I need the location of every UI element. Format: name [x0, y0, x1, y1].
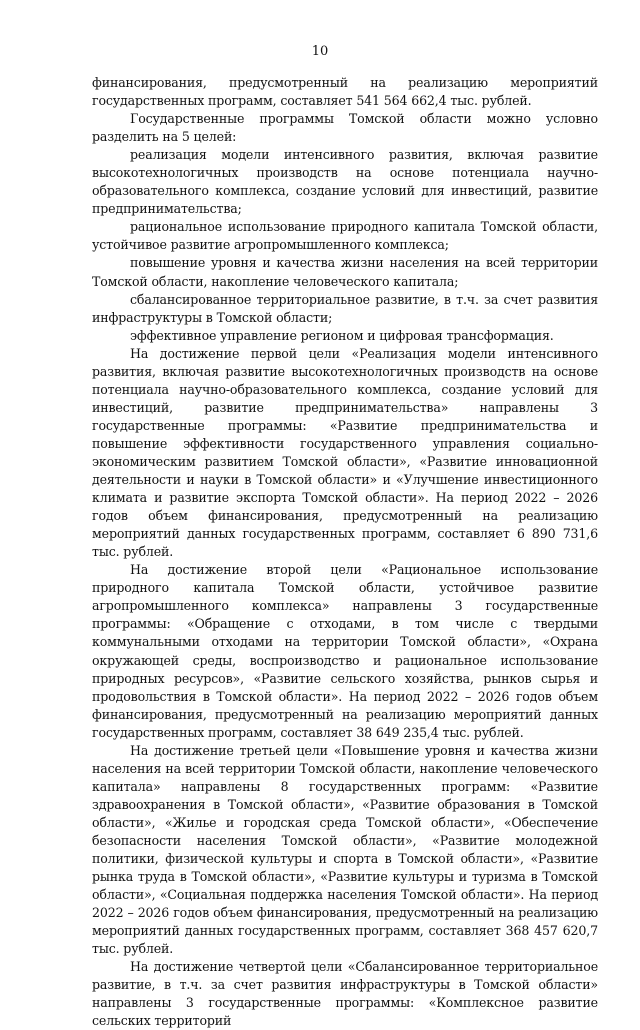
document-body	[92, 74, 598, 1030]
paragraph-goals-intro: Государственные программы Томской области можно условно разделить на 5 целей:	[92, 111, 598, 145]
goal-item-5: эффективное управление регионом и цифровая трансформация.	[130, 327, 554, 343]
paragraph-third-goal: На достижение третьей цели «Повышение уровня и качества жизни населения на всей территории Томской области, накопление человеческого капитала» направлены 8 государственных программ: «Развитие здравоохранения в Томской области», «Развитие образования в Томской области», «Жилье и городская среда Томской области», «Обеспечение безопасности населения Томской области», «Развитие молодежной политики, физической культуры и спорта в Томской области», «Развитие рынка труда в Томской области», «Развитие культуры и туризма в Томской области», «Социальная поддержка населения Томской области». На период 2022 – 2026 годов объем финансирования, предусмотренный на реализацию мероприятий данных государственных программ, составляет 368 457 620,7 тыс. рублей.	[92, 742, 598, 957]
paragraph-second-goal: На достижение второй цели «Рациональное использование природного капитала Томской области, устойчивое развитие агропромышленного комплекса» направлены 3 государственные программы: «Обращение с отходами, в том числе с твердыми коммунальными отходами на территории Томской области», «Охрана окружающей среды, воспроизводство и рациональное использование природных ресурсов», «Развитие сельского хозяйства, рынков сырья и продовольствия в Томской области». На период 2022 – 2026 годов объем финансирования, предусмотренный на реализацию мероприятий данных государственных программ, составляет 38 649 235,4 тыс. рублей.	[92, 562, 598, 740]
goal-item-2: рациональное использование природного капитала Томской области, устойчивое развитие агропромышленного комплекса;	[92, 219, 598, 253]
paragraph-first-goal: На достижение первой цели «Реализация модели интенсивного развития, включая развитие высокотехнологичных производств на основе потенциала научно-образовательного комплекса, создание условий для инвестиций, развитие предпринимательства» направлены 3 государственные программы: «Развитие предпринимательства и повышение эффективности государственного управления социально-экономическим развитием Томской области», «Развитие инновационной деятельности и науки в Томской области» и «Улучшение инвестиционного климата и развитие экспорта Томской области». На период 2022 – 2026 годов объем финансирования, предусмотренный на реализацию мероприятий данных государственных программ, составляет 6 890 731,6 тыс. рублей.	[92, 345, 598, 560]
goal-item-1: реализация модели интенсивного развития, включая развитие высокотехнологичных производств на основе потенциала научно-образовательного комплекса, создание условий для инвестиций, развитие предпринимательства;	[92, 147, 598, 217]
page-number: 10	[311, 44, 329, 59]
paragraph-continuation: финансирования, предусмотренный на реализацию мероприятий государственных программ, составляет 541 564 662,4 тыс. рублей.	[92, 75, 598, 109]
paragraph-fourth-goal: На достижение четвертой цели «Сбалансированное территориальное развитие, в т.ч. за счет развития инфраструктуры в Томской области» направлены 3 государственные программы: «Комплексное развитие сельских территорий	[92, 959, 598, 1029]
goal-item-3: повышение уровня и качества жизни населения на всей территории Томской области, накопление человеческого капитала;	[92, 255, 598, 289]
goal-item-4: сбалансированное территориальное развитие, в т.ч. за счет развития инфраструктуры в Томской области;	[92, 291, 598, 325]
